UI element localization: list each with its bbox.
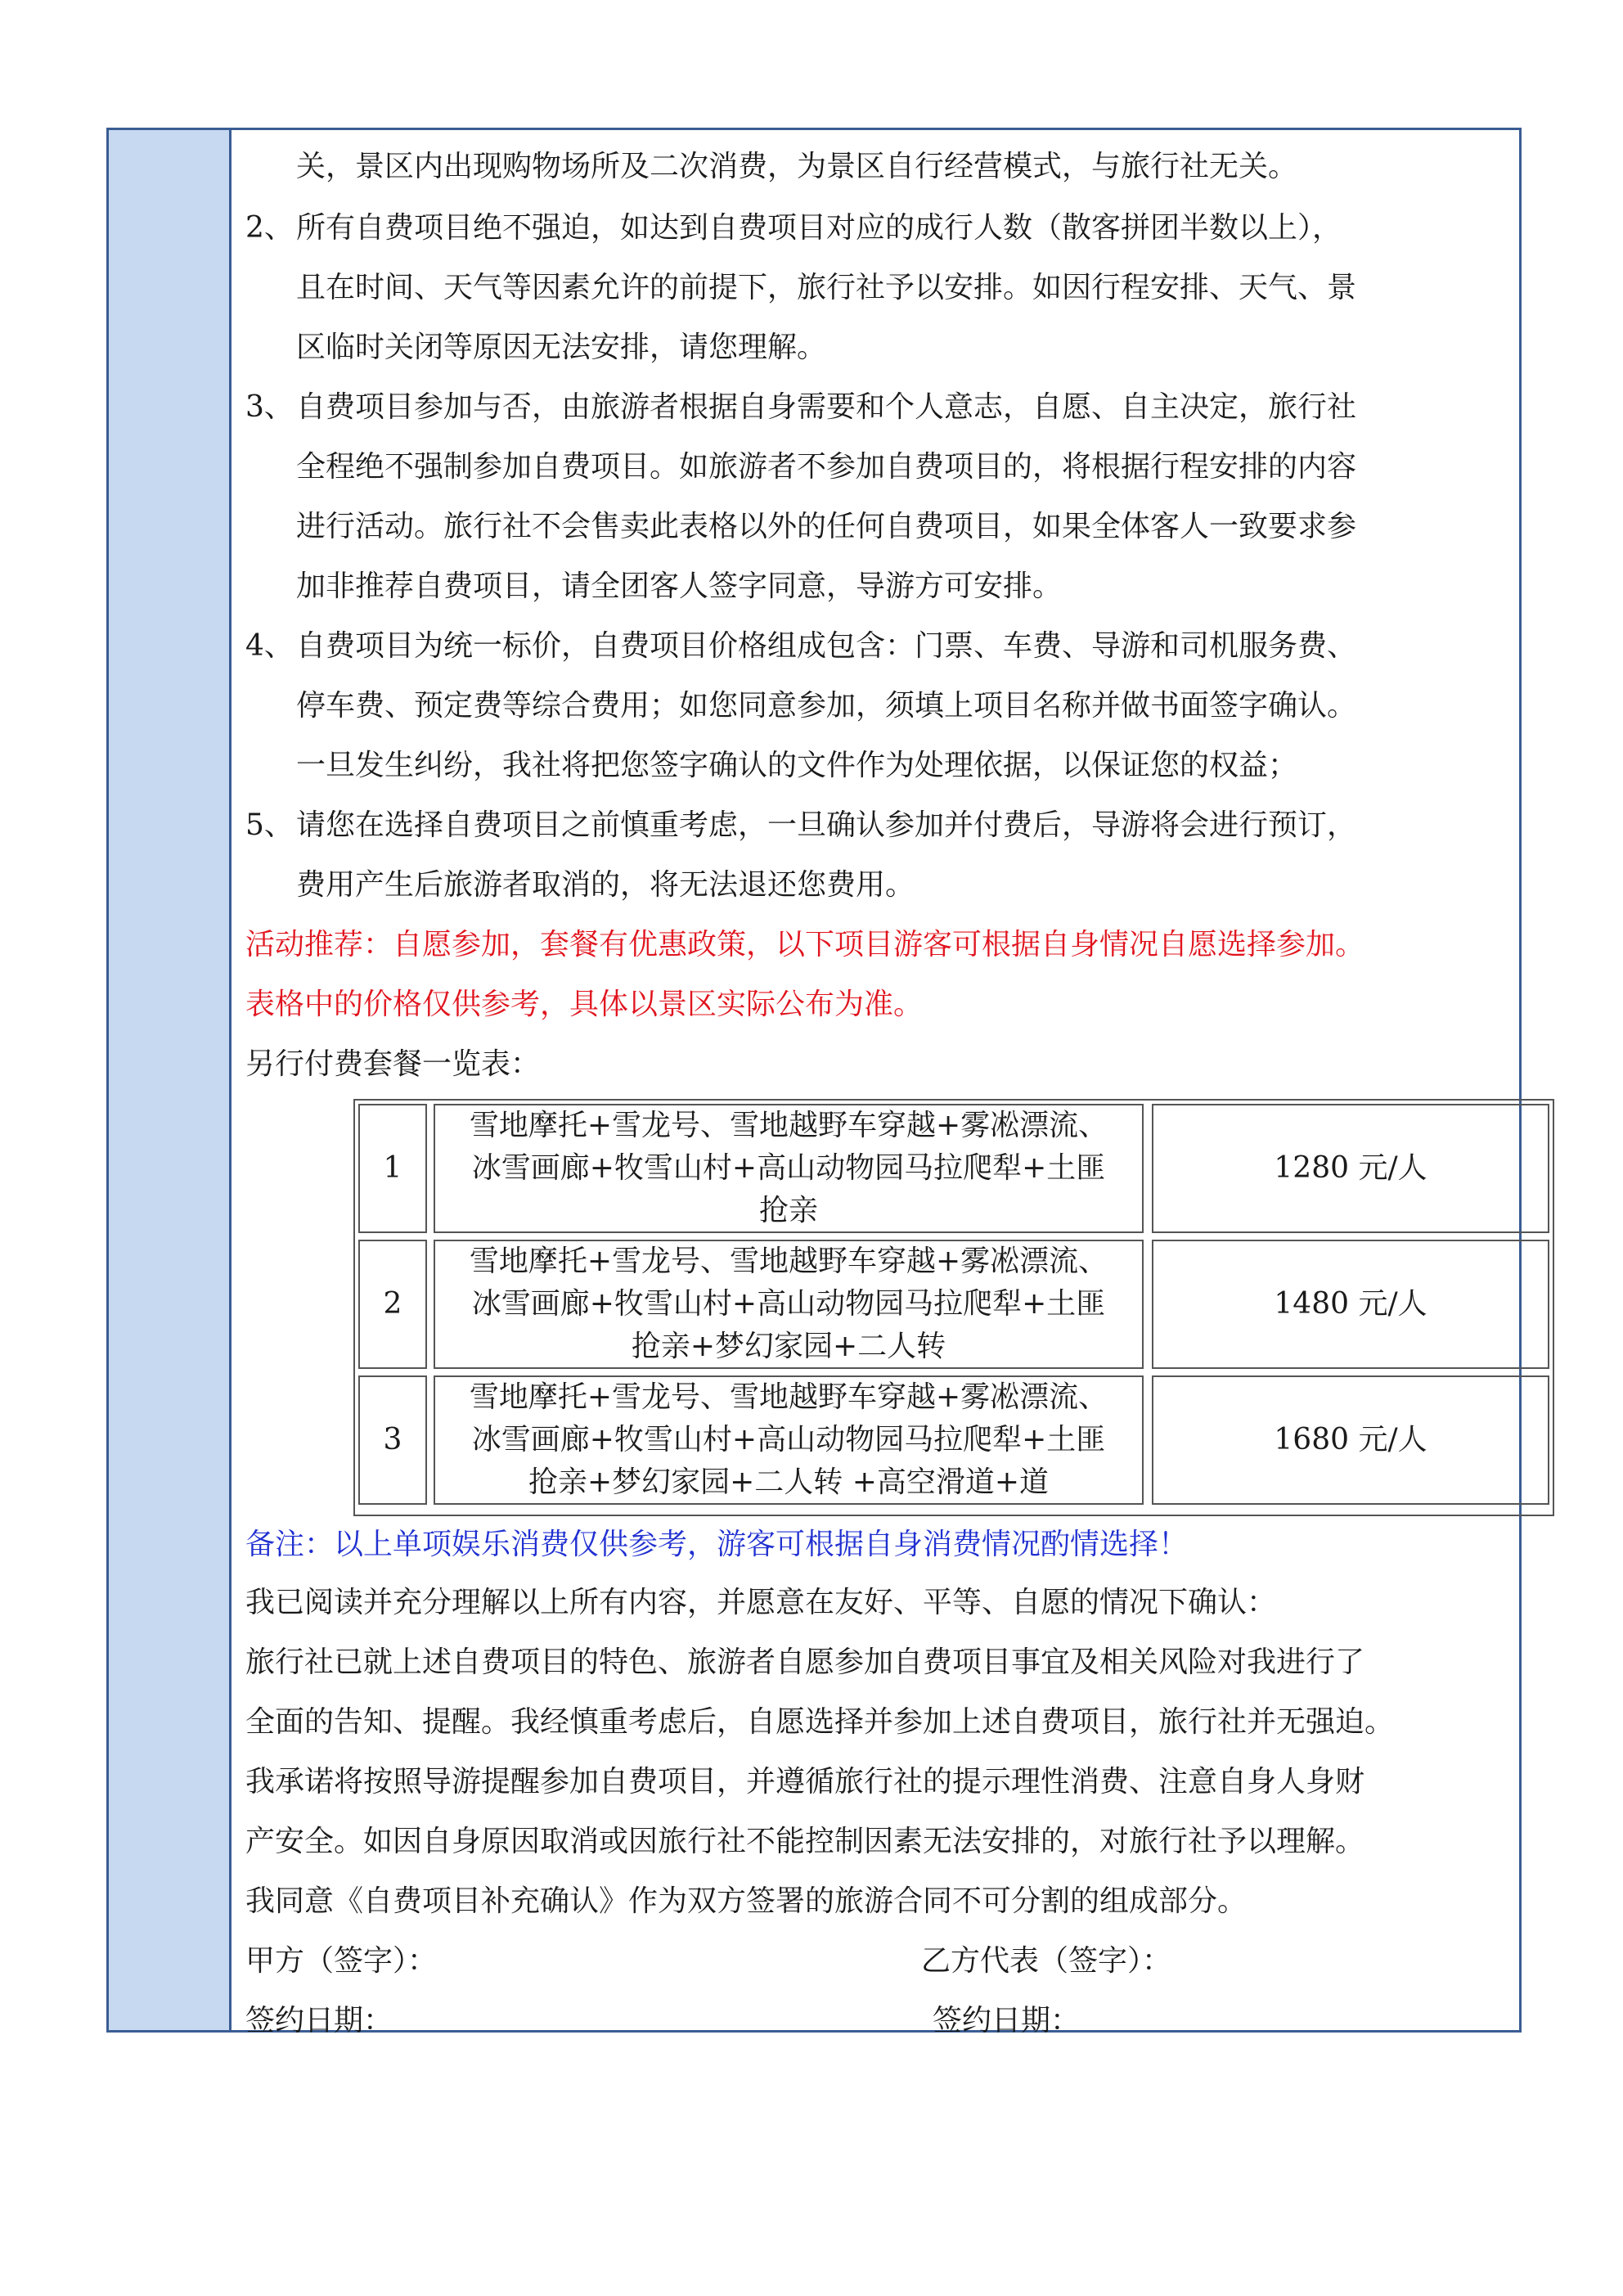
- package-name-line: 抢亲: [758, 1194, 818, 1227]
- confirmation-line: 产安全。如因自身原因取消或因旅行社不能控制因素无法安排的，对旅行社予以理解。: [245, 1825, 1365, 1858]
- clause-line: 且在时间、天气等因素允许的前提下，旅行社予以安排。如因行程安排、天气、景: [296, 271, 1357, 304]
- confirmation-line: 旅行社已就上述自费项目的特色、旅游者自愿参加自费项目事宜及相关风险对我进行了: [245, 1645, 1365, 1679]
- document-frame: [106, 128, 1522, 2037]
- package-name-line: 雪地摩托+雪龙号、雪地越野车穿越+雾凇漂流、: [469, 1380, 1108, 1414]
- clause-line: 区临时关闭等原因无法安排，请您理解。: [296, 331, 827, 364]
- clause-line: 所有自费项目绝不强迫，如达到自费项目对应的成行人数（散客拼团半数以上），: [296, 211, 1342, 245]
- content-column: [234, 130, 1519, 2037]
- left-sidebar-column: [109, 130, 232, 2030]
- package-name: [434, 1240, 1144, 1369]
- package-table: [353, 1099, 1554, 1516]
- package-name-line: 冰雪画廊+牧雪山村+高山动物园马拉爬犁+土匪: [471, 1287, 1106, 1321]
- clause-number: 5、: [245, 808, 294, 842]
- remark-note: 备注：以上单项娱乐消费仅供参考，游客可根据自身消费情况酌情选择！: [245, 1528, 1189, 1561]
- package-name-line: 冰雪画廊+牧雪山村+高山动物园马拉爬犁+土匪: [471, 1151, 1106, 1185]
- confirmation-line: 我已阅读并充分理解以上所有内容，并愿意在友好、平等、自愿的情况下确认：: [245, 1586, 1277, 1619]
- package-name-line: 雪地摩托+雪龙号、雪地越野车穿越+雾凇漂流、: [469, 1245, 1108, 1278]
- clause-line: 自费项目为统一标价，自费项目价格组成包含：门票、车费、导游和司机服务费、: [296, 629, 1357, 663]
- package-price: 1680 元/人: [1152, 1375, 1549, 1505]
- party-a-date-label: 签约日期：: [245, 2004, 393, 2037]
- package-name-line: 雪地摩托+雪龙号、雪地越野车穿越+雾凇漂流、: [469, 1109, 1108, 1142]
- clause-number: 4、: [245, 629, 294, 663]
- package-name: [434, 1104, 1144, 1233]
- clause-line: 请您在选择自费项目之前慎重考虑，一旦确认参加并付费后，导游将会进行预订，: [296, 808, 1357, 842]
- clause-line: 费用产生后旅游者取消的，将无法退还您费用。: [296, 868, 915, 902]
- package-name-line: 抢亲+梦幻家园+二人转: [631, 1330, 946, 1363]
- confirmation-line: 我承诺将按照导游提醒参加自费项目，并遵循旅行社的提示理性消费、注意自身人身财: [245, 1765, 1365, 1799]
- clause-line: 进行活动。旅行社不会售卖此表格以外的任何自费项目，如果全体客人一致要求参: [296, 510, 1357, 543]
- table-row: [358, 1104, 1549, 1233]
- package-name-line: 冰雪画廊+牧雪山村+高山动物园马拉爬犁+土匪: [471, 1423, 1106, 1456]
- package-index: 3: [358, 1375, 427, 1505]
- package-name-line: 抢亲+梦幻家园+二人转 +高空滑道+道: [528, 1465, 1050, 1499]
- confirmation-line: 全面的告知、提醒。我经慎重考虑后，自愿选择并参加上述自费项目，旅行社并无强迫。: [245, 1705, 1395, 1739]
- package-index: 2: [358, 1240, 427, 1369]
- clause-line: 停车费、预定费等综合费用；如您同意参加，须填上项目名称并做书面签字确认。: [296, 689, 1357, 723]
- clause-number: 3、: [245, 390, 294, 424]
- party-b-date-label: 签约日期：: [933, 2004, 1081, 2037]
- price-disclaimer-notice: 表格中的价格仅供参考，具体以景区实际公布为准。: [245, 988, 924, 1021]
- package-price: 1480 元/人: [1152, 1240, 1549, 1369]
- clause-continuation-line: 关，景区内出现购物场所及二次消费，为景区自行经营模式，与旅行社无关。: [296, 150, 1298, 183]
- package-index: 1: [358, 1104, 427, 1233]
- activity-recommendation-notice: 活动推荐：自愿参加，套餐有优惠政策，以下项目游客可根据自身情况自愿选择参加。: [245, 928, 1365, 961]
- clause-line: 全程绝不强制参加自费项目。如旅游者不参加自费项目的，将根据行程安排的内容: [296, 450, 1357, 484]
- party-b-signature-label: 乙方代表（签字）：: [921, 1944, 1172, 1978]
- table-row: [358, 1240, 1549, 1369]
- clause-line: 加非推荐自费项目，请全团客人签字同意，导游方可安排。: [296, 569, 1063, 603]
- party-a-signature-label: 甲方（签字）：: [245, 1944, 438, 1978]
- table-row: [358, 1375, 1549, 1505]
- package-name: [434, 1375, 1144, 1505]
- package-price: 1280 元/人: [1152, 1104, 1549, 1233]
- clause-line: 自费项目参加与否，由旅游者根据自身需要和个人意志，自愿、自主决定，旅行社: [296, 390, 1357, 424]
- confirmation-line: 我同意《自费项目补充确认》作为双方签署的旅游合同不可分割的组成部分。: [245, 1884, 1248, 1918]
- clause-number: 2、: [245, 211, 294, 245]
- package-table-title: 另行付费套餐一览表：: [245, 1047, 541, 1081]
- clause-line: 一旦发生纠纷，我社将把您签字确认的文件作为处理依据，以保证您的权益；: [296, 749, 1298, 782]
